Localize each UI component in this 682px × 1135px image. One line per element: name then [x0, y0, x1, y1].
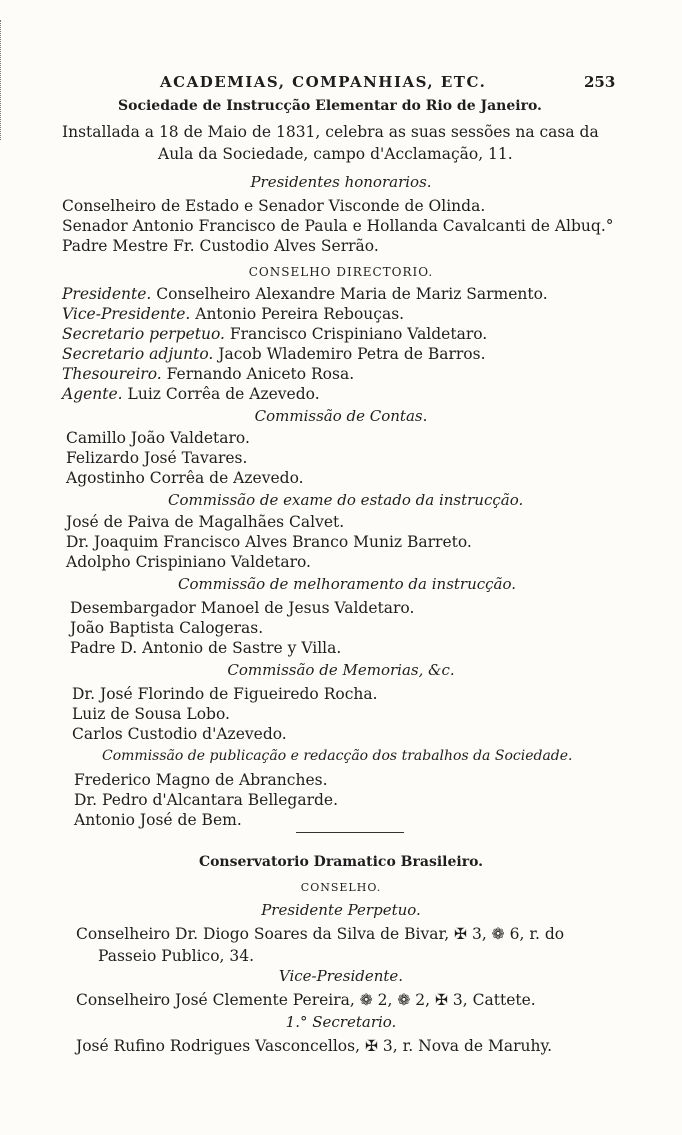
conselho-name: Luiz Corrêa de Azevedo. [127, 385, 320, 403]
conselho-role: Agente. [62, 385, 123, 403]
contas-heading: Commissão de Contas. [254, 407, 428, 425]
conselho-name: Conselheiro Alexandre Maria de Mariz Sarmento. [156, 285, 548, 303]
melhoramento-heading: Commissão de melhoramento da instrucção. [178, 575, 517, 593]
conselho-name: Antonio Pereira Rebouças. [195, 305, 405, 323]
publicacao-item: Dr. Pedro d'Alcantara Bellegarde. [74, 791, 339, 809]
section-title-conservatorio: Conservatorio Dramatico Brasileiro. [198, 854, 484, 870]
contas-item: Agostinho Corrêa de Azevedo. [66, 469, 304, 487]
conselho-role: Vice-Presidente. [62, 305, 191, 323]
exame-item: Dr. Joaquim Francisco Alves Branco Muniz Barreto. [66, 533, 472, 551]
memorias-heading: Commissão de Memorias, &c. [227, 661, 455, 679]
presidentes-heading: Presidentes honorarios. [250, 173, 432, 191]
exame-item: Adolpho Crispiniano Valdetaro. [66, 553, 311, 571]
conselho-name: Jacob Wlademiro Petra de Barros. [218, 345, 486, 363]
memorias-item: Carlos Custodio d'Azevedo. [72, 725, 287, 743]
conservatorio-conselho-heading: CONSELHO. [300, 881, 382, 894]
vice-presidente-heading: Vice-Presidente. [278, 967, 404, 985]
section-divider [296, 832, 404, 833]
melhoramento-item: João Baptista Calogeras. [70, 619, 264, 637]
intro-line-2: Aula da Sociedade, campo d'Acclamação, 11. [158, 145, 513, 163]
publicacao-item: Antonio José de Bem. [74, 811, 242, 829]
margin-marks [0, 20, 11, 140]
conselho-row [62, 384, 320, 404]
conselho-row [62, 364, 354, 384]
vice-presidente-line: Conselheiro José Clemente Pereira, ❁ 2, ❁ 2, ✠ 3, Cattete. [76, 991, 536, 1009]
melhoramento-item: Padre D. Antonio de Sastre y Villa. [70, 639, 342, 657]
conselho-name: Fernando Aniceto Rosa. [166, 365, 355, 383]
presidente-item: Conselheiro de Estado e Senador Visconde de Olinda. [62, 197, 486, 215]
running-title: ACADEMIAS, COMPANHIAS, ETC. [160, 73, 487, 91]
presidente-item: Senador Antonio Francisco de Paula e Hollanda Cavalcanti de Albuq.° [62, 217, 614, 235]
contas-item: Felizardo José Tavares. [66, 449, 248, 467]
memorias-item: Luiz de Sousa Lobo. [72, 705, 230, 723]
secretario-heading: 1.° Secretario. [285, 1013, 397, 1031]
publicacao-item: Frederico Magno de Abranches. [74, 771, 328, 789]
presidente-perpetuo-line-2: Passeio Publico, 34. [98, 947, 255, 965]
exame-item: José de Paiva de Magalhães Calvet. [66, 513, 345, 531]
conselho-row [62, 344, 486, 364]
exame-heading: Commissão de exame do estado da instrucção. [168, 491, 524, 509]
conselho-row [62, 284, 548, 304]
intro-line-1: Installada a 18 de Maio de 1831, celebra as suas sessões na casa da [62, 123, 599, 141]
conselho-row [62, 304, 404, 324]
conselho-row [62, 324, 487, 344]
conselho-directorio-heading: CONSELHO DIRECTORIO. [248, 265, 434, 279]
conselho-role: Secretario adjunto. [62, 345, 214, 363]
contas-item: Camillo João Valdetaro. [66, 429, 250, 447]
presidente-item: Padre Mestre Fr. Custodio Alves Serrão. [62, 237, 379, 255]
conselho-role: Presidente. [62, 285, 152, 303]
conselho-name: Francisco Crispiniano Valdetaro. [229, 325, 488, 343]
page-number: 253 [584, 73, 616, 91]
presidente-perpetuo-heading: Presidente Perpetuo. [261, 901, 421, 919]
section-title-sociedade: Sociedade de Instrucção Elementar do Rio de Janeiro. [118, 98, 542, 114]
publicacao-heading: Commissão de publicação e redacção dos trabalhos da Sociedade. [102, 748, 573, 764]
conselho-role: Thesoureiro. [62, 365, 162, 383]
presidente-perpetuo-line-1: Conselheiro Dr. Diogo Soares da Silva de Bivar, ✠ 3, ❁ 6, r. do [76, 925, 565, 943]
conselho-role: Secretario perpetuo. [62, 325, 225, 343]
secretario-line: José Rufino Rodrigues Vasconcellos, ✠ 3, r. Nova de Maruhy. [76, 1037, 553, 1055]
melhoramento-item: Desembargador Manoel de Jesus Valdetaro. [70, 599, 415, 617]
memorias-item: Dr. José Florindo de Figueiredo Rocha. [72, 685, 378, 703]
